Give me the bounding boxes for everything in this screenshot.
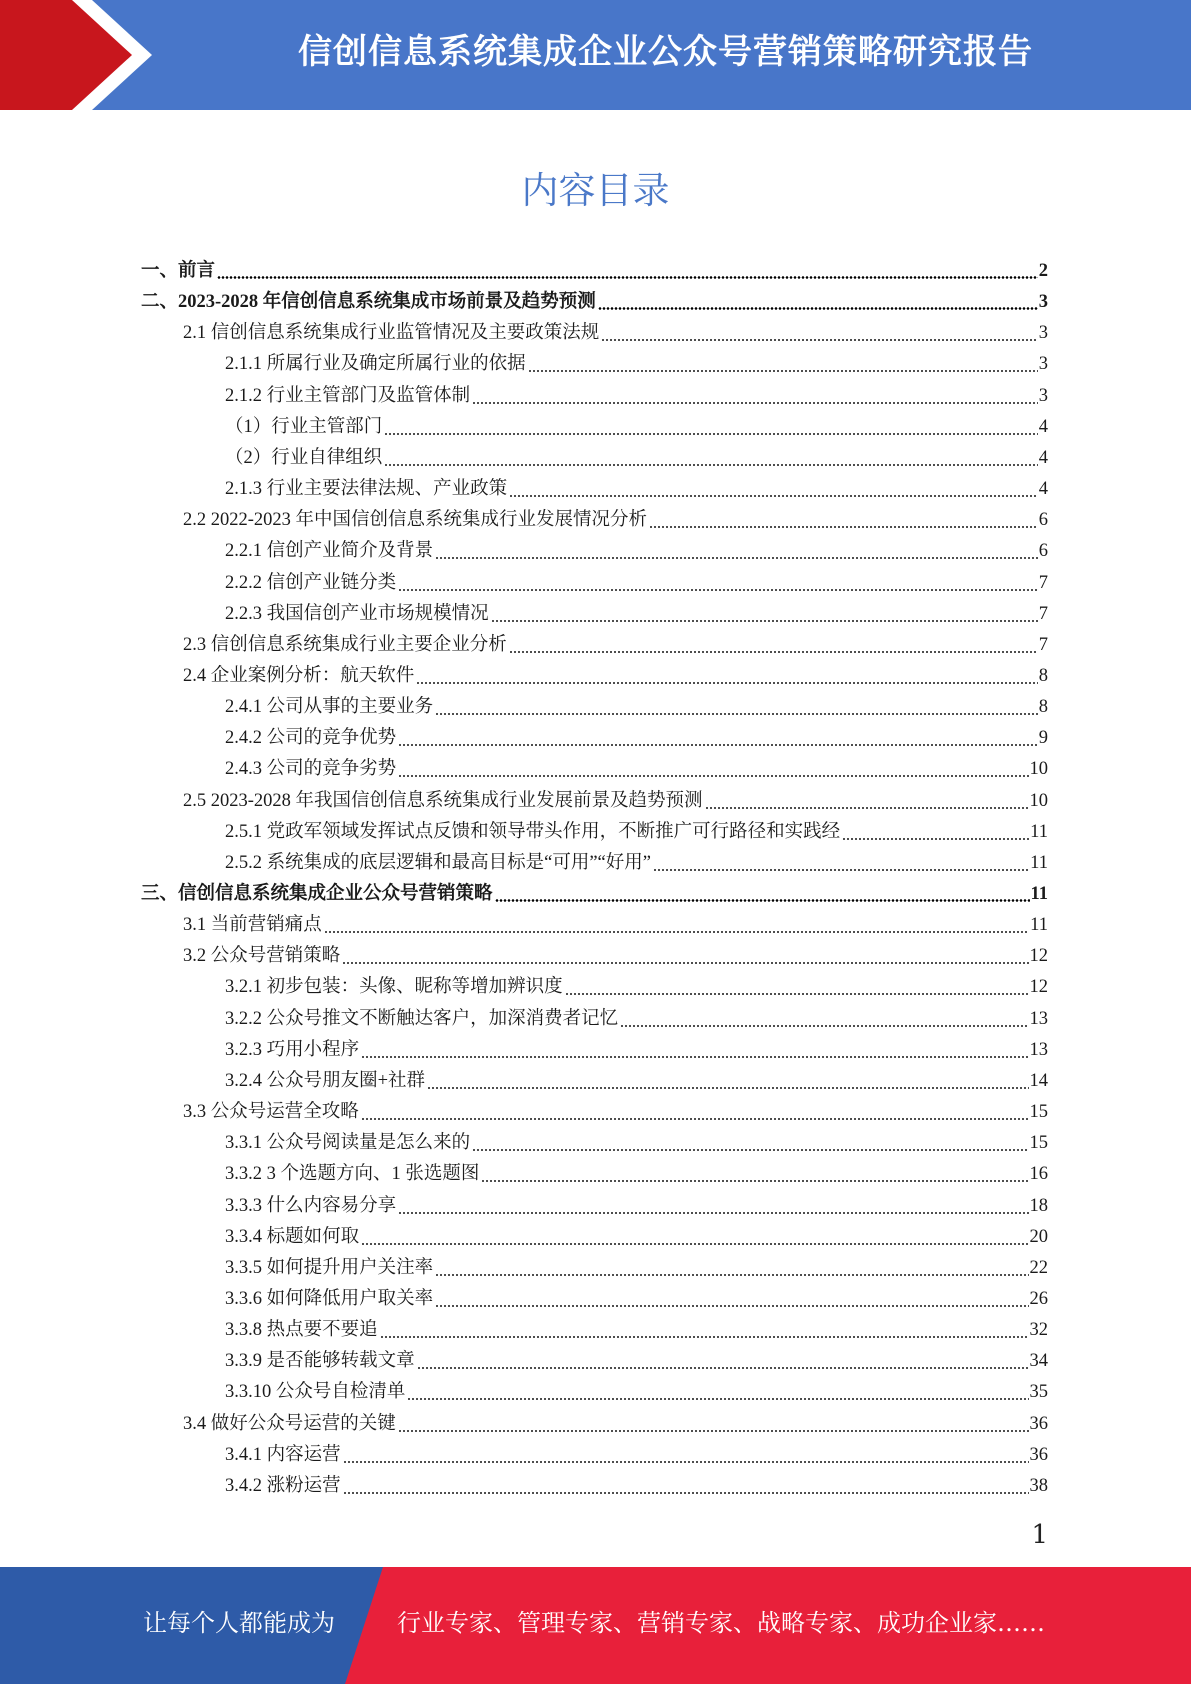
toc-entry[interactable] — [225, 409, 1048, 440]
toc-entry-page: 8 — [1038, 697, 1048, 718]
toc-entry[interactable] — [225, 565, 1048, 596]
toc-dot-leader — [491, 620, 1038, 622]
toc-entry[interactable] — [225, 969, 1048, 1000]
toc-entry[interactable] — [183, 938, 1048, 969]
toc-entry-title: 2.2.3 我国信创产业市场规模情况 — [225, 603, 489, 624]
report-header-banner — [0, 0, 1191, 110]
toc-entry-title: 3.2.2 公众号推文不断触达客户，加深消费者记忆 — [225, 1008, 619, 1029]
toc-dot-leader — [528, 370, 1038, 372]
toc-entry-page: 7 — [1038, 634, 1048, 655]
toc-entry-page: 38 — [1029, 1475, 1048, 1496]
toc-entry-title: 3.3.2 3 个选题方向、1 张选题图 — [225, 1164, 480, 1185]
toc-dot-leader — [398, 589, 1038, 591]
toc-entry-title: 一、前言 — [141, 261, 216, 281]
toc-entry-page: 15 — [1029, 1102, 1048, 1123]
toc-dot-leader — [217, 276, 1038, 279]
toc-heading: 内容目录 — [521, 169, 670, 212]
toc-entry-title: 3.1 当前营销痛点 — [183, 915, 322, 936]
toc-entry-page: 36 — [1029, 1444, 1048, 1465]
toc-dot-leader — [601, 339, 1037, 341]
footer-banner — [0, 1567, 1191, 1684]
report-title: 信创信息系统集成企业公众号营销策略研究报告 — [298, 32, 1033, 72]
toc-dot-leader — [842, 838, 1029, 840]
toc-entry[interactable] — [225, 1281, 1048, 1312]
toc-entry-page: 11 — [1030, 852, 1048, 873]
toc-entry-page: 2 — [1038, 261, 1048, 281]
page-number: 1 — [1031, 1520, 1048, 1550]
toc-entry[interactable] — [225, 845, 1048, 876]
toc-entry-page: 4 — [1038, 416, 1048, 437]
toc-dot-leader — [649, 526, 1038, 528]
toc-entry-title: 3.3.5 如何提升用户关注率 — [225, 1257, 434, 1278]
toc-entry[interactable] — [141, 253, 1048, 284]
toc-dot-leader — [565, 993, 1029, 995]
toc-dot-leader — [361, 1243, 1028, 1245]
toc-entry-title: 2.2.2 信创产业链分类 — [225, 572, 397, 593]
toc-entry-title: 3.3.6 如何降低用户取关率 — [225, 1288, 434, 1309]
toc-entry-title: 3.4.2 涨粉运营 — [225, 1475, 341, 1496]
toc-dot-leader — [407, 1398, 1028, 1400]
toc-dot-leader — [398, 775, 1028, 777]
toc-entry[interactable] — [225, 440, 1048, 471]
toc-entry-page: 18 — [1029, 1195, 1048, 1216]
toc-entry-title: 三、信创信息系统集成企业公众号营销策略 — [141, 884, 493, 904]
toc-entry-title: 3.4.1 内容运营 — [225, 1444, 341, 1465]
toc-dot-leader — [705, 807, 1029, 809]
toc-entry-page: 3 — [1038, 385, 1048, 406]
toc-entry-page: 9 — [1038, 728, 1048, 749]
toc-entry-title: 3.2 公众号营销策略 — [183, 946, 341, 967]
toc-entry-page: 11 — [1030, 884, 1048, 904]
toc-entry-title: 2.4.1 公司从事的主要业务 — [225, 697, 434, 718]
toc-entry-title: 3.2.1 初步包装：头像、昵称等增加辨识度 — [225, 977, 563, 998]
toc-dot-leader — [343, 1492, 1029, 1494]
toc-entry[interactable] — [225, 1156, 1048, 1187]
footer-slogan-right: 行业专家、管理专家、营销专家、战略专家、成功企业家…… — [397, 1609, 1045, 1637]
toc-dot-leader — [435, 1305, 1028, 1307]
toc-entry-page: 10 — [1029, 759, 1048, 780]
toc-entry[interactable] — [225, 378, 1048, 409]
toc-entry-title: 3.3.3 什么内容易分享 — [225, 1195, 397, 1216]
toc-entry[interactable] — [225, 1312, 1048, 1343]
toc-entry[interactable] — [225, 1343, 1048, 1374]
toc-entry-page: 12 — [1029, 977, 1048, 998]
toc-entry-title: 2.5.2 系统集成的底层逻辑和最高目标是“可用”“好用” — [225, 852, 651, 873]
toc-dot-leader — [472, 1149, 1028, 1151]
toc-entry[interactable] — [183, 907, 1048, 938]
toc-entry-page: 8 — [1038, 665, 1048, 686]
toc-entry-title: 2.4.2 公司的竞争优势 — [225, 728, 397, 749]
toc-dot-leader — [598, 307, 1038, 310]
toc-dot-leader — [343, 1461, 1029, 1463]
toc-entry-title: 3.3 公众号运营全攻略 — [183, 1102, 359, 1123]
toc-entry-title: 2.1.3 行业主要法律法规、产业政策 — [225, 479, 508, 500]
toc-entry[interactable] — [225, 346, 1048, 377]
toc-entry[interactable] — [183, 783, 1048, 814]
toc-dot-leader — [324, 931, 1029, 933]
toc-entry-title: 2.1.2 行业主管部门及监管体制 — [225, 385, 471, 406]
toc-dot-leader — [384, 433, 1037, 435]
toc-entry[interactable] — [225, 751, 1048, 782]
toc-entry[interactable] — [225, 1437, 1048, 1468]
toc-dot-leader — [620, 1025, 1028, 1027]
toc-entry[interactable] — [225, 533, 1048, 564]
footer-slogan-left: 让每个人都能成为 — [143, 1609, 335, 1637]
toc-dot-leader — [342, 962, 1028, 964]
toc-entry[interactable] — [183, 1094, 1048, 1125]
toc-dot-leader — [435, 713, 1038, 715]
toc-entry-page: 26 — [1029, 1288, 1048, 1309]
toc-entry-page: 3 — [1038, 323, 1048, 344]
toc-entry[interactable] — [225, 720, 1048, 751]
toc-entry[interactable] — [225, 471, 1048, 502]
toc-entry-page: 11 — [1030, 915, 1048, 936]
toc-entry-title: 2.4.3 公司的竞争劣势 — [225, 759, 397, 780]
toc-entry-title: 3.3.9 是否能够转载文章 — [225, 1351, 415, 1372]
toc-entry-page: 16 — [1029, 1164, 1048, 1185]
toc-entry-page: 13 — [1029, 1008, 1048, 1029]
toc-entry[interactable] — [225, 1001, 1048, 1032]
toc-entry-title: 3.4 做好公众号运营的关键 — [183, 1413, 396, 1434]
toc-entry-title: 3.3.10 公众号自检清单 — [225, 1382, 406, 1403]
toc-entry-page: 7 — [1038, 603, 1048, 624]
toc-entry[interactable] — [183, 315, 1048, 346]
toc-entry-page: 7 — [1038, 572, 1048, 593]
toc-dot-leader — [427, 1087, 1028, 1089]
toc-entry[interactable] — [225, 1250, 1048, 1281]
toc-entry-page: 6 — [1038, 510, 1048, 531]
toc-dot-leader — [380, 1336, 1029, 1338]
toc-entry[interactable] — [183, 627, 1048, 658]
toc-dot-leader — [509, 651, 1038, 653]
toc-entry-title: 2.5.1 党政军领域发挥试点反馈和领导带头作用，不断推广可行路径和实践经 — [225, 821, 841, 842]
toc-entry-title: 2.2 2022-2023 年中国信创信息系统集成行业发展情况分析 — [183, 510, 648, 531]
toc-dot-leader — [361, 1056, 1028, 1058]
toc-entry-title: 3.3.4 标题如何取 — [225, 1226, 360, 1247]
toc-entry[interactable] — [183, 658, 1048, 689]
toc-entry-page: 34 — [1029, 1351, 1048, 1372]
toc-entry-title: 3.3.8 热点要不要追 — [225, 1320, 378, 1341]
toc-entry[interactable] — [141, 876, 1048, 907]
toc-entry-page: 14 — [1029, 1070, 1048, 1091]
toc-entry-title: （1）行业主管部门 — [225, 416, 383, 437]
toc-entry[interactable] — [225, 1063, 1048, 1094]
toc-dot-leader — [495, 899, 1030, 902]
toc-dot-leader — [509, 495, 1038, 497]
toc-dot-leader — [481, 1180, 1028, 1182]
toc-dot-leader — [361, 1118, 1029, 1120]
toc-entry[interactable] — [225, 814, 1048, 845]
toc-dot-leader — [653, 869, 1029, 871]
toc-entry[interactable] — [183, 1406, 1048, 1437]
toc-dot-leader — [398, 1212, 1028, 1214]
toc-entry[interactable] — [141, 284, 1048, 315]
toc-dot-leader — [435, 1274, 1028, 1276]
toc-entry-page: 20 — [1029, 1226, 1048, 1247]
toc-entry-page: 15 — [1029, 1133, 1048, 1154]
toc-entry[interactable] — [225, 1219, 1048, 1250]
toc-entry-page: 11 — [1030, 821, 1048, 842]
toc-entry-page: 32 — [1029, 1320, 1048, 1341]
toc-entry-page: 12 — [1029, 946, 1048, 967]
toc-entry-page: 3 — [1038, 354, 1048, 375]
toc-entry[interactable] — [225, 1188, 1048, 1219]
toc-dot-leader — [435, 557, 1038, 559]
toc-entry[interactable] — [225, 1374, 1048, 1405]
toc-dot-leader — [417, 1367, 1029, 1369]
toc-dot-leader — [398, 1430, 1029, 1432]
toc-entry-title: 2.2.1 信创产业简介及背景 — [225, 541, 434, 562]
toc-entry[interactable] — [225, 1125, 1048, 1156]
toc-entry-title: 2.4 企业案例分析：航天软件 — [183, 665, 415, 686]
toc-entry-page: 4 — [1038, 479, 1048, 500]
toc-dot-leader — [472, 402, 1038, 404]
toc-entry[interactable] — [225, 1468, 1048, 1499]
toc-entry-title: （2）行业自律组织 — [225, 447, 383, 468]
toc-entry[interactable] — [183, 502, 1048, 533]
toc-entry[interactable] — [225, 596, 1048, 627]
toc-entry[interactable] — [225, 689, 1048, 720]
toc-dot-leader — [398, 744, 1038, 746]
toc-entry-title: 2.1.1 所属行业及确定所属行业的依据 — [225, 354, 526, 375]
toc-dot-leader — [384, 464, 1037, 466]
toc-entry-page: 36 — [1029, 1413, 1048, 1434]
toc-entry-page: 13 — [1029, 1039, 1048, 1060]
toc-entry-page: 10 — [1029, 790, 1048, 811]
toc-entry-title: 3.3.1 公众号阅读量是怎么来的 — [225, 1133, 471, 1154]
toc-entry-page: 6 — [1038, 541, 1048, 562]
toc-entry-page: 3 — [1038, 292, 1048, 313]
toc-dot-leader — [416, 682, 1037, 684]
toc-entry-title: 二、2023-2028 年信创信息系统集成市场前景及趋势预测 — [141, 292, 596, 313]
toc-entry-title: 2.3 信创信息系统集成行业主要企业分析 — [183, 634, 507, 655]
toc-entry-page: 35 — [1029, 1382, 1048, 1403]
toc-entry-title: 2.1 信创信息系统集成行业监管情况及主要政策法规 — [183, 323, 600, 344]
toc-entry-title: 2.5 2023-2028 年我国信创信息系统集成行业发展前景及趋势预测 — [183, 790, 703, 811]
toc-entry-title: 3.2.3 巧用小程序 — [225, 1039, 360, 1060]
toc-entry-page: 4 — [1038, 447, 1048, 468]
toc-entry[interactable] — [225, 1032, 1048, 1063]
toc-entry-title: 3.2.4 公众号朋友圈+社群 — [225, 1070, 426, 1091]
toc-entry-page: 22 — [1029, 1257, 1048, 1278]
